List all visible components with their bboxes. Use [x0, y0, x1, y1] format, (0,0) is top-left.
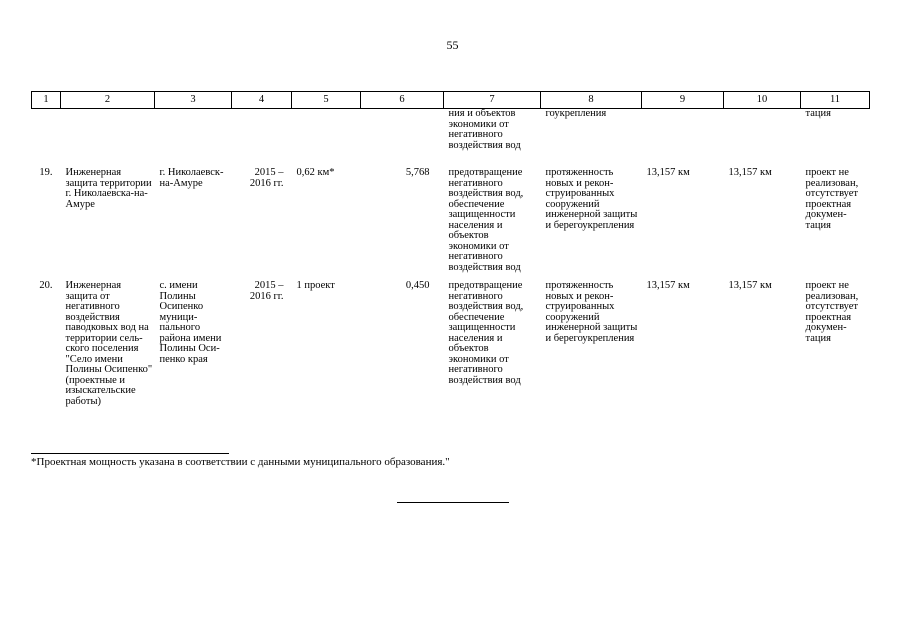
indicator-value-fact: 13,157 км — [728, 280, 772, 291]
col-1-header: 1 — [32, 92, 61, 109]
page-number: 55 — [446, 38, 459, 52]
col-2-header: 2 — [61, 92, 155, 109]
col-7-header: 7 — [444, 92, 541, 109]
footnote-separator — [31, 453, 229, 454]
project-capacity: 1 проект — [296, 280, 335, 291]
project-status: проект не реализован, отсутствует проектная документация — [805, 167, 859, 231]
project-status: проект не реализован, отсутствует проектная документация — [805, 280, 859, 344]
project-location: с. имени Полины Осипенко муниципального района имени Полины Осипенко края — [159, 280, 222, 365]
col-8-header: 8 — [541, 92, 642, 109]
closing-rule — [397, 502, 509, 503]
project-name: Инженерная защита территории г. Николаевска-на-Амуре — [65, 167, 152, 210]
table-row — [32, 168, 870, 273]
footnote: *Проектная мощность указана в соответствии с данными муниципального образования." — [31, 456, 450, 468]
project-name: Инженерная защита от негативного воздействия паводковых вод на территории сельского поселения "Село имени Полины Осипенко" (проектные и изыскательские работы) — [65, 280, 153, 407]
project-period: 2015 – 2016 гг. — [249, 280, 284, 302]
project-cost: 5,768 — [405, 167, 430, 178]
table-row — [32, 281, 870, 407]
continuation-indicator: гоукрепления — [545, 108, 607, 119]
col-6-header: 6 — [361, 92, 444, 109]
project-location: г. Николаевск-на-Амуре — [159, 167, 224, 189]
row-number: 19. — [39, 167, 53, 178]
col-10-header: 10 — [724, 92, 801, 109]
col-5-header: 5 — [292, 92, 361, 109]
continuation-row — [32, 109, 870, 152]
col-11-header: 11 — [801, 92, 870, 109]
col-4-header: 4 — [232, 92, 292, 109]
continuation-status: тация — [805, 108, 831, 119]
table-header — [32, 92, 870, 109]
project-cost: 0,450 — [405, 280, 430, 291]
continuation-purpose: ния и объектов экономики от негативного воздействия вод — [448, 108, 521, 151]
col-9-header: 9 — [642, 92, 724, 109]
project-indicator: протяженность новых и реконструированных сооружений инженерной защиты и берегоукрепления — [545, 167, 638, 231]
project-indicator: протяженность новых и реконструированных сооружений инженерной защиты и берегоукрепления — [545, 280, 638, 344]
row-number: 20. — [39, 280, 53, 291]
indicator-value-plan: 13,157 км — [646, 167, 690, 178]
indicator-value-plan: 13,157 км — [646, 280, 690, 291]
project-purpose: предотвращение негативного воздействия вод, обеспечение защищенности населения и объектов экономики от негативного воздействия вод — [448, 167, 524, 273]
indicator-value-fact: 13,157 км — [728, 167, 772, 178]
col-3-header: 3 — [155, 92, 232, 109]
project-period: 2015 – 2016 гг. — [249, 167, 284, 189]
project-capacity: 0,62 км* — [296, 167, 335, 178]
project-purpose: предотвращение негативного воздействия вод, обеспечение защищенности населения и объектов экономики от негативного воздействия вод — [448, 280, 524, 386]
projects-table — [31, 91, 870, 407]
